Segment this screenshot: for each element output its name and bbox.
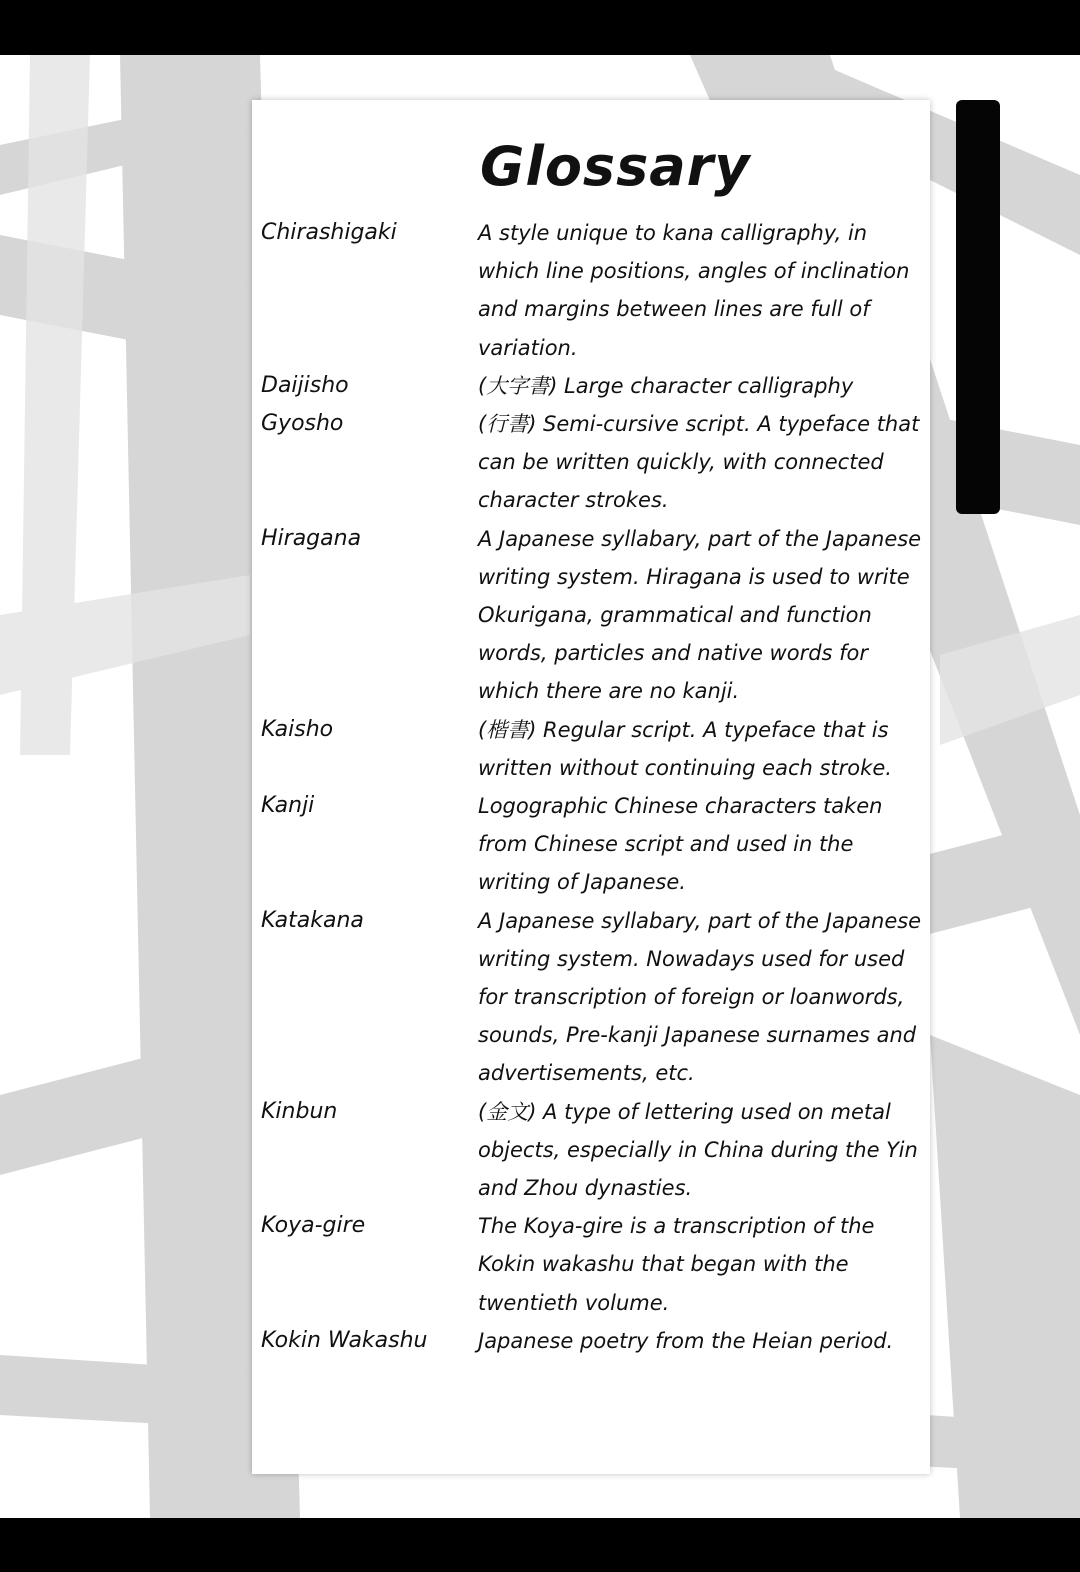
glossary-entry-kinbun — [261, 1093, 929, 1208]
top-letterbox-bar — [0, 0, 1080, 55]
glossary-term: Chirashigaki — [261, 220, 397, 245]
glossary-term: Katakana — [261, 907, 364, 933]
glossary-term: Daijisho — [261, 372, 349, 398]
glossary-term: Koya-gire — [261, 1213, 366, 1239]
glossary-definition: Japanese poetry from the Heian period. — [478, 1328, 894, 1353]
glossary-entry-gyosho — [261, 405, 929, 520]
glossary-term: Kokin Wakashu — [261, 1327, 428, 1353]
glossary-entry-katakana — [261, 902, 929, 1093]
glossary-definition: A Japanese syllabary, part of the Japanese writing system. Nowadays used for used for transcription of foreign or loanwords, sounds, Pre-kanji Japanese surnames and advertisements, etc. — [478, 908, 922, 1086]
glossary-definition: (金文) A type of lettering used on metal objects, especially in China during the Yin and Zhou dynasties. — [478, 1099, 918, 1201]
scrollbar-thumb[interactable] — [956, 100, 1000, 514]
page-title: Glossary — [480, 135, 751, 198]
glossary-term: Kinbun — [261, 1098, 338, 1124]
glossary-entry-koya-gire — [261, 1207, 929, 1322]
glossary-definition: (大字書) Large character calligraphy — [478, 373, 854, 398]
glossary-term: Kaisho — [261, 716, 334, 742]
glossary-term: Kanji — [261, 793, 315, 819]
glossary-term: Gyosho — [261, 411, 344, 437]
glossary-entry-kokin-wakashu — [261, 1322, 929, 1360]
glossary-term: Hiragana — [261, 525, 362, 551]
glossary-definition: A style unique to kana calligraphy, in which line positions, angles of inclination and margins between lines are full of variation. — [478, 221, 910, 360]
glossary-entry-daijisho — [261, 367, 929, 405]
glossary-entry-kaisho — [261, 711, 929, 787]
glossary-list — [261, 214, 929, 1360]
glossary-definition: A Japanese syllabary, part of the Japanese writing system. Hiragana is used to write Okurigana, grammatical and function words, particles and native words for which there are no kanji. — [478, 526, 922, 704]
bottom-letterbox-bar — [0, 1518, 1080, 1572]
glossary-entry-hiragana — [261, 520, 929, 711]
glossary-definition: Logographic Chinese characters taken from Chinese script and used in the writing of Japanese. — [478, 794, 883, 895]
glossary-entry-kanji — [261, 787, 929, 902]
glossary-definition: The Koya-gire is a transcription of the Kokin wakashu that began with the twentieth volume. — [478, 1214, 875, 1315]
glossary-definition: (行書) Semi-cursive script. A typeface that can be written quickly, with connected character strokes. — [478, 412, 920, 513]
glossary-entry-chirashigaki — [261, 214, 929, 367]
glossary-card — [252, 100, 930, 1474]
glossary-definition: (楷書) Regular script. A typeface that is written without continuing each stroke. — [478, 717, 892, 780]
